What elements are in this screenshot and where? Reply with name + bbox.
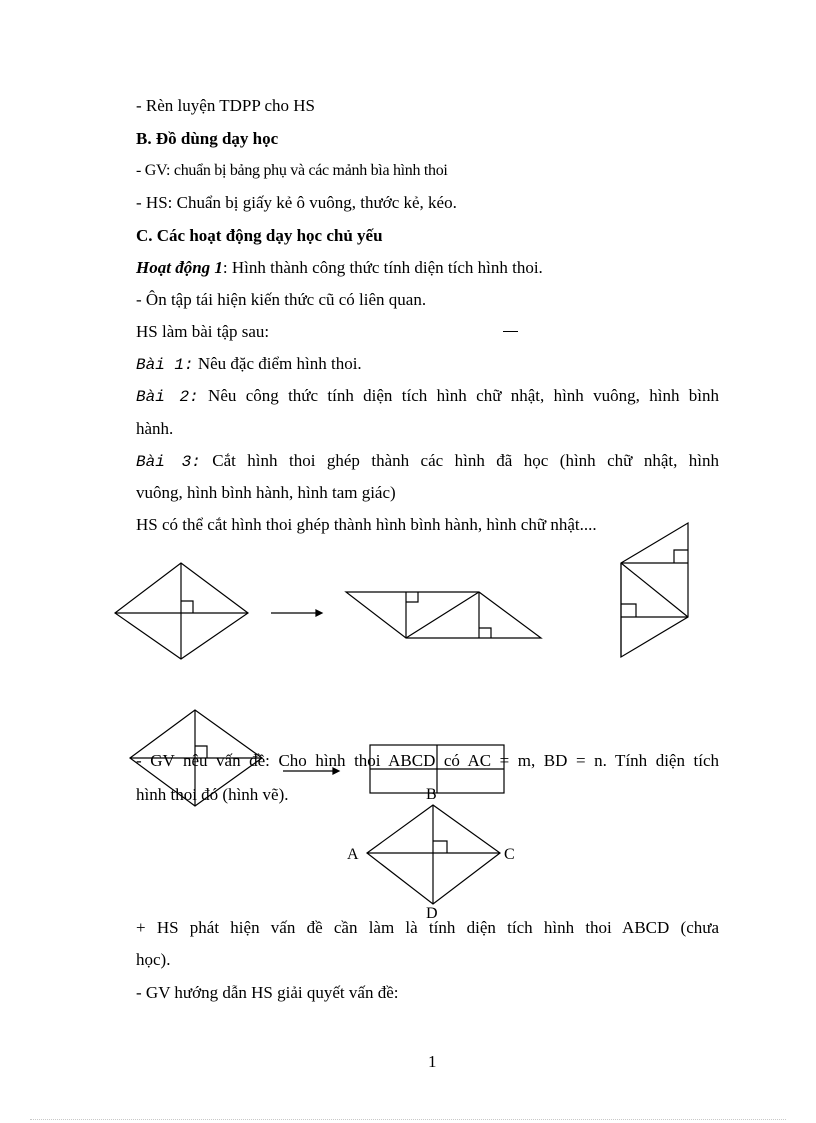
- text-line: - Rèn luyện TDPP cho HS: [136, 96, 315, 115]
- exercise-2: [136, 386, 719, 407]
- activity-label: Hoạt động 1: [136, 258, 223, 277]
- text-line: HS làm bài tập sau:: [136, 322, 270, 341]
- rhombus-cut-figure: [0, 520, 816, 720]
- exercise-label: Bài 3:: [136, 453, 201, 471]
- text-line: hình thoi đó (hình vẽ).: [136, 785, 289, 804]
- vertex-label-b: B: [426, 786, 437, 803]
- text-line: - GV hướng dẫn HS giải quyết vấn đề:: [136, 983, 399, 1002]
- text-line: HS có thể cắt hình thoi ghép thành hình bình hành, hình chữ nhật....: [136, 515, 597, 534]
- activity-text: : Hình thành công thức tính diện tích hình thoi.: [222, 258, 543, 277]
- text-line: hành.: [136, 419, 174, 438]
- section-heading-b: B. Đồ dùng dạy học: [136, 129, 279, 148]
- vertex-label-d: D: [426, 905, 438, 922]
- dash-mark: [503, 331, 518, 332]
- exercise-3: [136, 451, 719, 472]
- exercise-text: Nêu công thức tính diện tích hình chữ nhật, hình vuông, hình bình: [198, 386, 720, 405]
- text-line: - GV: chuẩn bị bảng phụ và các mảnh bìa hình thoi: [136, 162, 448, 179]
- vertex-label-c: C: [504, 846, 515, 863]
- rhombus-abcd-figure: [0, 800, 816, 920]
- text-line: - HS: Chuẩn bị giấy kẻ ô vuông, thước kẻ, kéo.: [136, 193, 457, 212]
- section-heading-c: C. Các hoạt động dạy học chủ yếu: [136, 226, 383, 245]
- exercise-text: Nêu đặc điểm hình thoi.: [193, 354, 362, 373]
- exercise-1: [136, 354, 362, 375]
- text-line: + HS phát hiện vấn đề cần làm là tính diện tích hình thoi ABCD (chưa: [136, 918, 719, 937]
- text-line: - GV nêu vấn đề: Cho hình thoi ABCD có AC = m, BD = n. Tính diện tích: [136, 751, 719, 770]
- vertex-label-a: A: [347, 846, 359, 863]
- text-line: - Ôn tập tái hiện kiến thức cũ có liên quan.: [136, 290, 427, 309]
- exercise-label: Bài 1:: [136, 356, 194, 374]
- page-number: 1: [428, 1052, 437, 1071]
- exercise-label: Bài 2:: [136, 388, 199, 406]
- activity-line: [136, 258, 543, 278]
- text-line: học).: [136, 950, 171, 969]
- footer-rule: [30, 1119, 786, 1120]
- exercise-text: Cắt hình thoi ghép thành các hình đã học (hình chữ nhật, hình: [200, 451, 719, 470]
- text-line: vuông, hình bình hành, hình tam giác): [136, 483, 396, 502]
